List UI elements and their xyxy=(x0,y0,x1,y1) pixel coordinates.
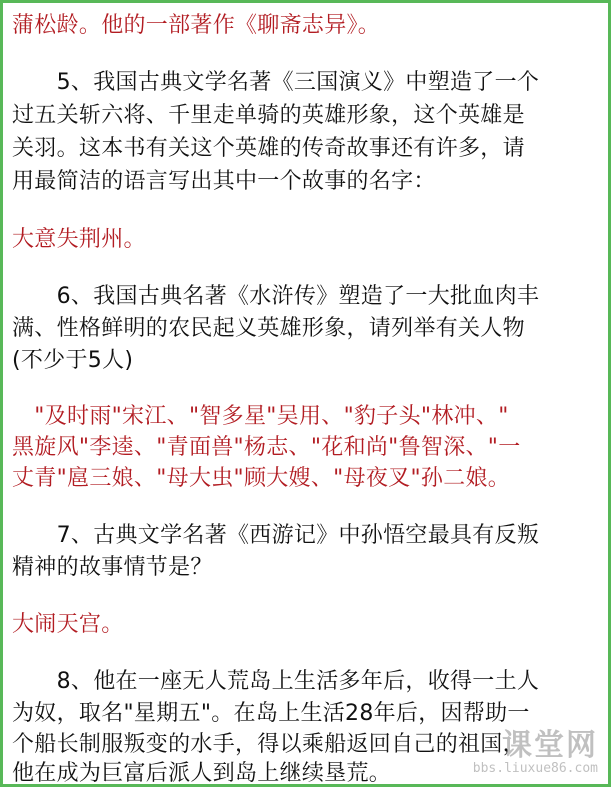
answer-7-line: 大闹天宫。 xyxy=(12,612,124,637)
question-6-line-2: 满、性格鲜明的农民起义英雄形象，请列举有关人物 xyxy=(12,316,525,341)
question-5-line-2: 过五关斩六将、千里走单骑的英雄形象，这个英雄是 xyxy=(12,103,525,128)
answer-6-line-1: "及时雨"宋江、"智多星"吴用、"豹子头"林冲、" xyxy=(12,404,509,429)
answer-4-line: 蒲松龄。他的一部著作《聊斋志异》。 xyxy=(12,13,381,38)
question-8-line-1: 8、他在一座无人荒岛上生活多年后，收得一土人 xyxy=(12,669,540,694)
site-watermark xyxy=(473,730,598,776)
answer-6-line-3: 丈青"扈三娘、"母大虫"顾大嫂、"母夜叉"孙二娘。 xyxy=(12,466,511,491)
question-6-line-1: 6、我国古典名著《水浒传》塑造了一大批血肉丰 xyxy=(12,284,540,309)
question-5-line-4: 用最简洁的语言写出其中一个故事的名字： xyxy=(12,169,436,194)
question-5-line-1: 5、我国古典文学名著《三国演义》中塑造了一个 xyxy=(12,70,540,95)
question-8-line-3: 个船长制服叛变的水手，得以乘船返回自己的祖国， xyxy=(12,732,525,757)
question-6-line-3: (不少于5人) xyxy=(12,348,134,373)
answer-5-line: 大意失荆州。 xyxy=(12,227,146,252)
question-8-line-2: 为奴，取名"星期五"。在岛上生活28年后，因帮助一 xyxy=(12,701,530,726)
question-5-line-3: 关羽。这本书有关这个英雄的传奇故事还有许多，请 xyxy=(12,136,525,161)
watermark-url: bbs.liuxue86.com xyxy=(472,761,598,776)
answer-6-line-2: 黑旋风"李逵、"青面兽"杨志、"花和尚"鲁智深、"一 xyxy=(12,435,521,460)
question-7-line-2: 精神的故事情节是？ xyxy=(12,555,213,580)
question-7-line-1: 7、古典文学名著《西游记》中孙悟空最具有反叛 xyxy=(12,523,540,548)
watermark-title: 课堂网 xyxy=(502,728,598,763)
question-8-line-4: 他在成为巨富后派人到岛上继续垦荒。 xyxy=(12,761,392,786)
